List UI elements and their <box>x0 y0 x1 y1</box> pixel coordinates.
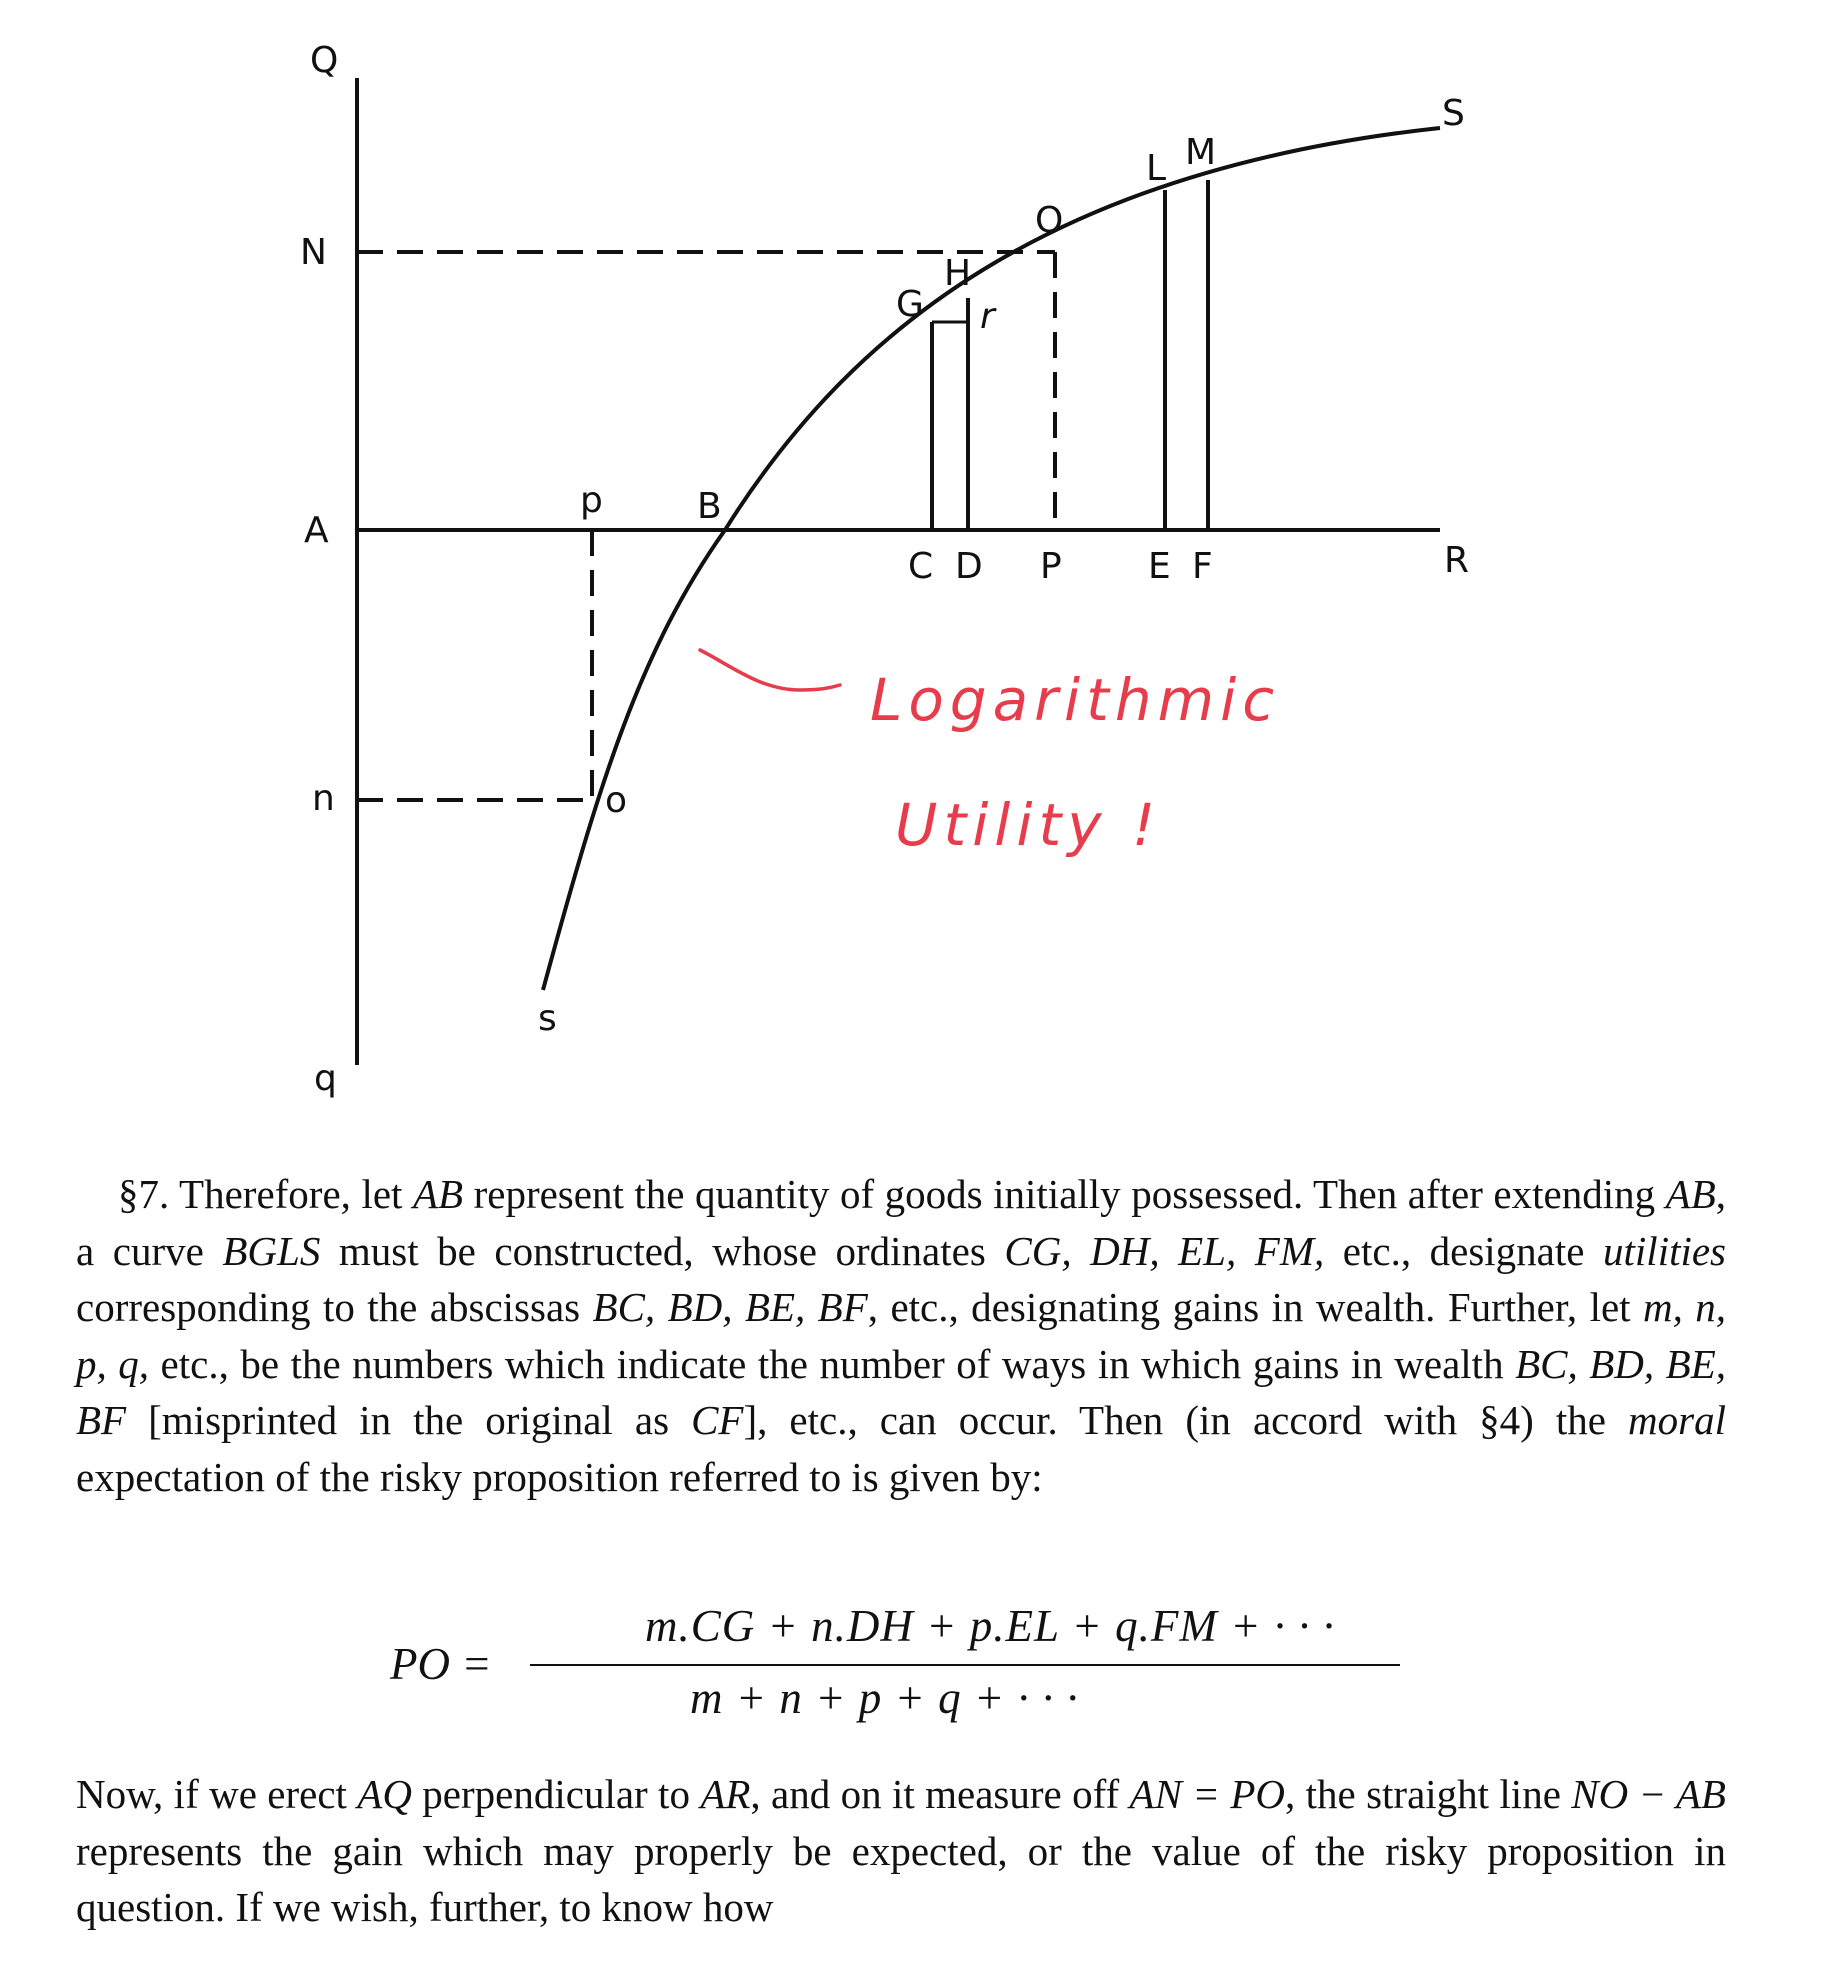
text-run: Now, if we erect <box>76 1771 358 1817</box>
label-R: R <box>1444 540 1470 581</box>
label-L: L <box>1146 148 1167 189</box>
text-run: etc., be the numbers which indicate the number of ways in which gains in wealth <box>149 1340 1516 1387</box>
label-Q: Q <box>310 40 339 81</box>
label-F: F <box>1192 546 1213 587</box>
text-run: [misprinted in the original as <box>126 1397 692 1444</box>
label-M: M <box>1185 132 1217 173</box>
text-run: , and on it measure off <box>750 1771 1130 1817</box>
equation-numerator: m.CG + n.DH + p.EL + q.FM + · · · <box>645 1601 1335 1651</box>
math-run: AN = PO <box>1129 1771 1285 1817</box>
label-A: A <box>304 510 329 551</box>
label-o: o <box>605 780 628 821</box>
utility-curve <box>543 128 1440 990</box>
math-run: BGLS <box>222 1227 321 1274</box>
emphasis-run: utilities <box>1603 1227 1727 1274</box>
fraction-bar <box>530 1664 1400 1666</box>
text-run: , etc., designating gains in wealth. Further, let <box>867 1284 1643 1331</box>
text-run: , a curve <box>76 1171 1726 1274</box>
math-run: NO − AB <box>1571 1771 1726 1817</box>
math-run: CG, DH, EL, FM, <box>1004 1227 1325 1274</box>
label-q: q <box>314 1058 337 1099</box>
label-n: n <box>312 778 335 819</box>
text-run: represents the gain which may properly be expected, or the value of the risky proposition in question. If we wish, further, to know how <box>76 1827 1726 1931</box>
math-run: AB <box>1665 1171 1716 1217</box>
label-P: P <box>1040 546 1062 587</box>
label-D: D <box>955 546 983 587</box>
label-S: S <box>1442 93 1465 134</box>
label-E: E <box>1148 546 1171 587</box>
text-run: expectation of the risky proposition referred to is given by: <box>76 1453 1043 1500</box>
text-run: represent the quantity of goods initially possessed. Then after extending <box>463 1171 1666 1217</box>
label-N: N <box>300 232 327 273</box>
label-C: C <box>908 546 934 587</box>
annotation-line-1: Logarithmic <box>870 666 1281 734</box>
label-O: O <box>1035 200 1064 241</box>
text-run: §7. Therefore, let <box>118 1171 413 1217</box>
math-run: CF <box>691 1397 744 1444</box>
text-run: perpendicular to <box>411 1771 701 1817</box>
equation-lhs: PO = <box>390 1639 492 1689</box>
moral-expectation-equation <box>390 1600 1490 1730</box>
emphasis-run: moral <box>1628 1397 1726 1444</box>
math-run: AB <box>412 1171 464 1217</box>
text-run: corresponding to the abscissas <box>76 1284 593 1331</box>
math-run: AR <box>700 1771 751 1817</box>
label-r: r <box>980 296 995 337</box>
math-run: m, n, p, q, <box>76 1284 1726 1387</box>
equation-denominator: m + n + p + q + · · · <box>690 1673 1079 1723</box>
annotation-line-2: Utility ! <box>895 791 1162 859</box>
text-run: must be constructed, whose ordinates <box>320 1227 1005 1274</box>
text-run: , the straight line <box>1284 1771 1572 1817</box>
text-run: etc., designate <box>1324 1227 1604 1274</box>
math-run: BC, BD, BE, BF <box>592 1284 868 1331</box>
label-G: G <box>896 284 924 325</box>
label-s: s <box>538 998 557 1039</box>
continuation-paragraph <box>76 1766 1726 1936</box>
math-run: BC, BD, BE, BF <box>76 1340 1727 1444</box>
math-run: AQ <box>357 1771 412 1817</box>
label-B: B <box>697 486 722 527</box>
label-H: H <box>944 253 972 294</box>
section-7-paragraph <box>76 1166 1726 1506</box>
label-p: p <box>580 480 603 521</box>
annotation-curl <box>700 650 840 690</box>
text-run: ], etc., can occur. Then (in accord with §4) the <box>743 1397 1629 1444</box>
